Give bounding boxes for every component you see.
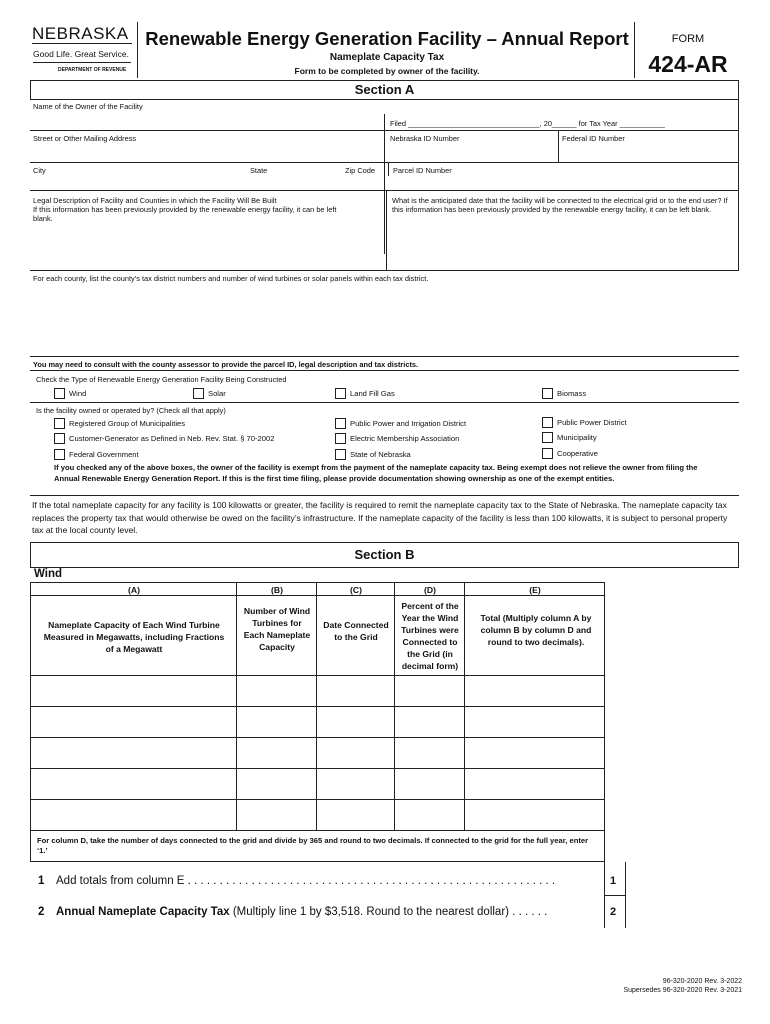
owner-checkbox-8[interactable] bbox=[542, 432, 553, 443]
county-field[interactable] bbox=[30, 284, 739, 356]
col-a-header: Nameplate Capacity of Each Wind Turbine Measured in Megawatts, including Fractions of a Megawatt bbox=[43, 620, 225, 654]
section-b-title: Section B bbox=[354, 547, 415, 562]
department-name: DEPARTMENT OF REVENUE bbox=[58, 67, 127, 73]
table-row[interactable] bbox=[31, 738, 604, 769]
row-rule-5 bbox=[30, 356, 739, 357]
line-2-number: 2 bbox=[38, 906, 45, 918]
table-row[interactable] bbox=[31, 769, 604, 800]
line-1-rule bbox=[604, 895, 626, 896]
col-rule-fed bbox=[558, 130, 559, 162]
header-row-rule bbox=[31, 583, 604, 676]
landfill-checkbox[interactable] bbox=[335, 388, 346, 399]
col-a-letter: (A) bbox=[128, 585, 140, 595]
logo-tagline: Good Life. Great Service. bbox=[33, 49, 129, 59]
owner-option-5[interactable] bbox=[335, 433, 459, 444]
table-row[interactable] bbox=[31, 707, 604, 738]
solar-option-label: Solar bbox=[208, 389, 226, 398]
federal-id-label: Federal ID Number bbox=[562, 134, 625, 143]
column-d-note: For column D, take the number of days connected to the grid and divide by 365 and round to two decimals. If connected to the grid for the full year, enter ‘1.’ bbox=[37, 836, 589, 855]
logo-swoosh bbox=[32, 43, 132, 44]
col-rule-parcel bbox=[388, 162, 389, 176]
facility-type-label: Check the Type of Renewable Energy Generation Facility Being Constructed bbox=[36, 375, 287, 384]
row-rule-3 bbox=[30, 190, 739, 191]
owner-checkbox-1[interactable] bbox=[54, 418, 65, 429]
solar-checkbox[interactable] bbox=[193, 388, 204, 399]
col-d-header: Percent of the Year the Wind Turbines were Connected to the Grid (in decimal form) bbox=[401, 601, 459, 671]
owner-option-label: Cooperative bbox=[557, 449, 598, 458]
line-1-label: Add totals from column E . . . . . . . . . . . . . . . . . . . . . . . . . . . . . . . . . . . . . . . . . . . . . . . . . . . . . . . . . . bbox=[56, 875, 556, 887]
facility-biomass[interactable] bbox=[542, 388, 586, 399]
owner-option-label: State of Nebraska bbox=[350, 450, 411, 459]
parcel-id-label: Parcel ID Number bbox=[393, 166, 452, 175]
state-label: State bbox=[250, 166, 268, 175]
revision-info: 96-320-2020 Rev. 3-2022 bbox=[662, 978, 742, 985]
line-1-input[interactable] bbox=[627, 864, 739, 894]
owner-option-1[interactable] bbox=[54, 418, 185, 429]
section-b-header bbox=[30, 542, 739, 568]
col-c-header: Date Connected to the Grid bbox=[323, 620, 389, 642]
wind-table bbox=[30, 582, 605, 862]
row-rule-8 bbox=[30, 495, 739, 496]
col-e-header: Total (Multiply column A by column B by column D and round to two decimals). bbox=[480, 613, 592, 647]
table-row[interactable] bbox=[31, 676, 604, 707]
street-label: Street or Other Mailing Address bbox=[33, 134, 137, 143]
owner-option-label: Public Power District bbox=[557, 418, 627, 427]
form-subtitle: Nameplate Capacity Tax bbox=[329, 52, 445, 63]
zip-label: Zip Code bbox=[345, 166, 375, 175]
form-number-box bbox=[634, 22, 635, 78]
line-2-box-label: 2 bbox=[610, 906, 617, 918]
nebraska-logo: NEBRASKA bbox=[32, 24, 129, 43]
owner-option-label: Public Power and Irrigation District bbox=[350, 419, 467, 428]
biomass-checkbox[interactable] bbox=[542, 388, 553, 399]
owner-option-6[interactable] bbox=[335, 449, 411, 460]
owner-name-field[interactable] bbox=[30, 112, 384, 130]
owner-option-8[interactable] bbox=[542, 432, 597, 443]
owner-option-9[interactable] bbox=[542, 448, 598, 459]
owner-option-2[interactable] bbox=[54, 433, 274, 444]
line-1-number: 1 bbox=[38, 875, 45, 887]
owner-checkbox-7[interactable] bbox=[542, 417, 553, 428]
header bbox=[0, 0, 770, 80]
col-b-letter: (B) bbox=[271, 585, 283, 595]
assessor-note: You may need to consult with the county assessor to provide the parcel ID, legal description and tax districts. bbox=[33, 360, 419, 369]
facility-landfill[interactable] bbox=[335, 388, 395, 399]
owner-option-3[interactable] bbox=[54, 449, 139, 460]
owner-checkbox-6[interactable] bbox=[335, 449, 346, 460]
owner-checkbox-9[interactable] bbox=[542, 448, 553, 459]
col-b-header: Number of Wind Turbines for Each Nameplate Capacity bbox=[243, 606, 311, 652]
col-rule-owner bbox=[384, 114, 385, 254]
owner-option-4[interactable] bbox=[335, 418, 466, 429]
facility-solar[interactable] bbox=[193, 388, 226, 399]
owner-name-label: Name of the Owner of the Facility bbox=[33, 102, 143, 111]
nebraska-id-label: Nebraska ID Number bbox=[390, 134, 460, 143]
col-rule-legal bbox=[386, 190, 387, 270]
section-a-title: Section A bbox=[354, 82, 415, 97]
row-rule-7 bbox=[30, 402, 739, 403]
owner-checkbox-5[interactable] bbox=[335, 433, 346, 444]
line-2-label bbox=[56, 906, 600, 918]
street-field[interactable] bbox=[30, 144, 384, 162]
owner-option-label: Customer-Generator as Defined in Neb. Rev. Stat. § 70-2002 bbox=[69, 434, 275, 443]
form-title: Renewable Energy Generation Facility – Annual Report bbox=[145, 28, 629, 49]
line-2-rest-label: (Multiply line 1 by $3,518. Round to the nearest dollar) . . . . . . bbox=[232, 906, 548, 918]
owner-option-label: Federal Government bbox=[69, 450, 139, 459]
col-e-letter: (E) bbox=[529, 585, 541, 595]
owned-label: Is the facility owned or operated by? (Check all that apply) bbox=[36, 406, 226, 415]
logo-rule bbox=[33, 62, 131, 63]
owner-checkbox-3[interactable] bbox=[54, 449, 65, 460]
col-c-letter: (C) bbox=[350, 585, 362, 595]
col-rule-right bbox=[738, 100, 739, 270]
filed-line[interactable]: Filed ________________________________, 20______ for Tax Year ___________ bbox=[390, 119, 665, 128]
county-instruction: For each county, list the county’s tax district numbers and number of wind turbines or solar panels within each tax district. bbox=[33, 274, 429, 283]
owner-checkbox-2[interactable] bbox=[54, 433, 65, 444]
tax-paragraph: If the total nameplate capacity for any facility is 100 kilowatts or greater, the facility is required to remit the nameplate capacity tax to the State of Nebraska. The nameplate capacity tax replaces the property tax that would otherwise be owed on the facility’s infrastructure. If the nameplate capacity of the facility is less than 100 kilowatts, it is subject to personal property tax at the local county level. bbox=[32, 500, 728, 535]
city-label: City bbox=[33, 166, 46, 175]
form-instruction: Form to be completed by owner of the facility. bbox=[294, 66, 480, 76]
owner-checkbox-4[interactable] bbox=[335, 418, 346, 429]
exempt-note: If you checked any of the above boxes, the owner of the facility is exempt from the payment of the nameplate capacity tax. Being exempt does not relieve the owner from filing the Annual Renewable Energy Generation Report. If this is the first time filing, please provide documentation showing ownership as one of the exempt entities. bbox=[54, 463, 698, 483]
owner-option-label: Municipality bbox=[557, 433, 597, 442]
form-number: 424-AR bbox=[648, 51, 728, 77]
wind-label: Wind bbox=[34, 568, 62, 580]
row-rule-2 bbox=[30, 162, 739, 163]
row-rule-4 bbox=[30, 270, 739, 271]
supersedes-info: Supersedes 96-320-2020 Rev. 3-2021 bbox=[623, 987, 742, 994]
section-a-header bbox=[30, 80, 739, 100]
wind-option-label: Wind bbox=[69, 389, 87, 398]
form-label: FORM bbox=[671, 33, 705, 45]
landfill-option-label: Land Fill Gas bbox=[350, 389, 395, 398]
table-row[interactable] bbox=[31, 800, 604, 831]
owner-option-label: Registered Group of Municipalities bbox=[69, 419, 186, 428]
row-rule-6 bbox=[30, 370, 739, 371]
legal-desc-title: Legal Description of Facility and Counties in which the Facility Will Be Built bbox=[33, 196, 277, 205]
line-1-box-label: 1 bbox=[610, 875, 617, 887]
owner-option-7[interactable] bbox=[542, 417, 627, 428]
line-2-input[interactable] bbox=[627, 897, 739, 927]
grid-date-question: What is the anticipated date that the facility will be connected to the electrical grid or to the end user? If this information has been previously provided by the renewable energy facility, it can be left blank. bbox=[392, 196, 728, 214]
legal-desc-note: If this information has been previously provided by the renewable energy facility, it can be left blank. bbox=[33, 205, 337, 223]
facility-wind[interactable] bbox=[54, 388, 86, 399]
biomass-option-label: Biomass bbox=[557, 389, 587, 398]
owner-option-label: Electric Membership Association bbox=[350, 434, 460, 443]
wind-checkbox[interactable] bbox=[54, 388, 65, 399]
line-2-bold-label: Annual Nameplate Capacity Tax bbox=[56, 906, 230, 918]
header-divider bbox=[137, 22, 138, 78]
col-d-letter: (D) bbox=[424, 585, 436, 595]
